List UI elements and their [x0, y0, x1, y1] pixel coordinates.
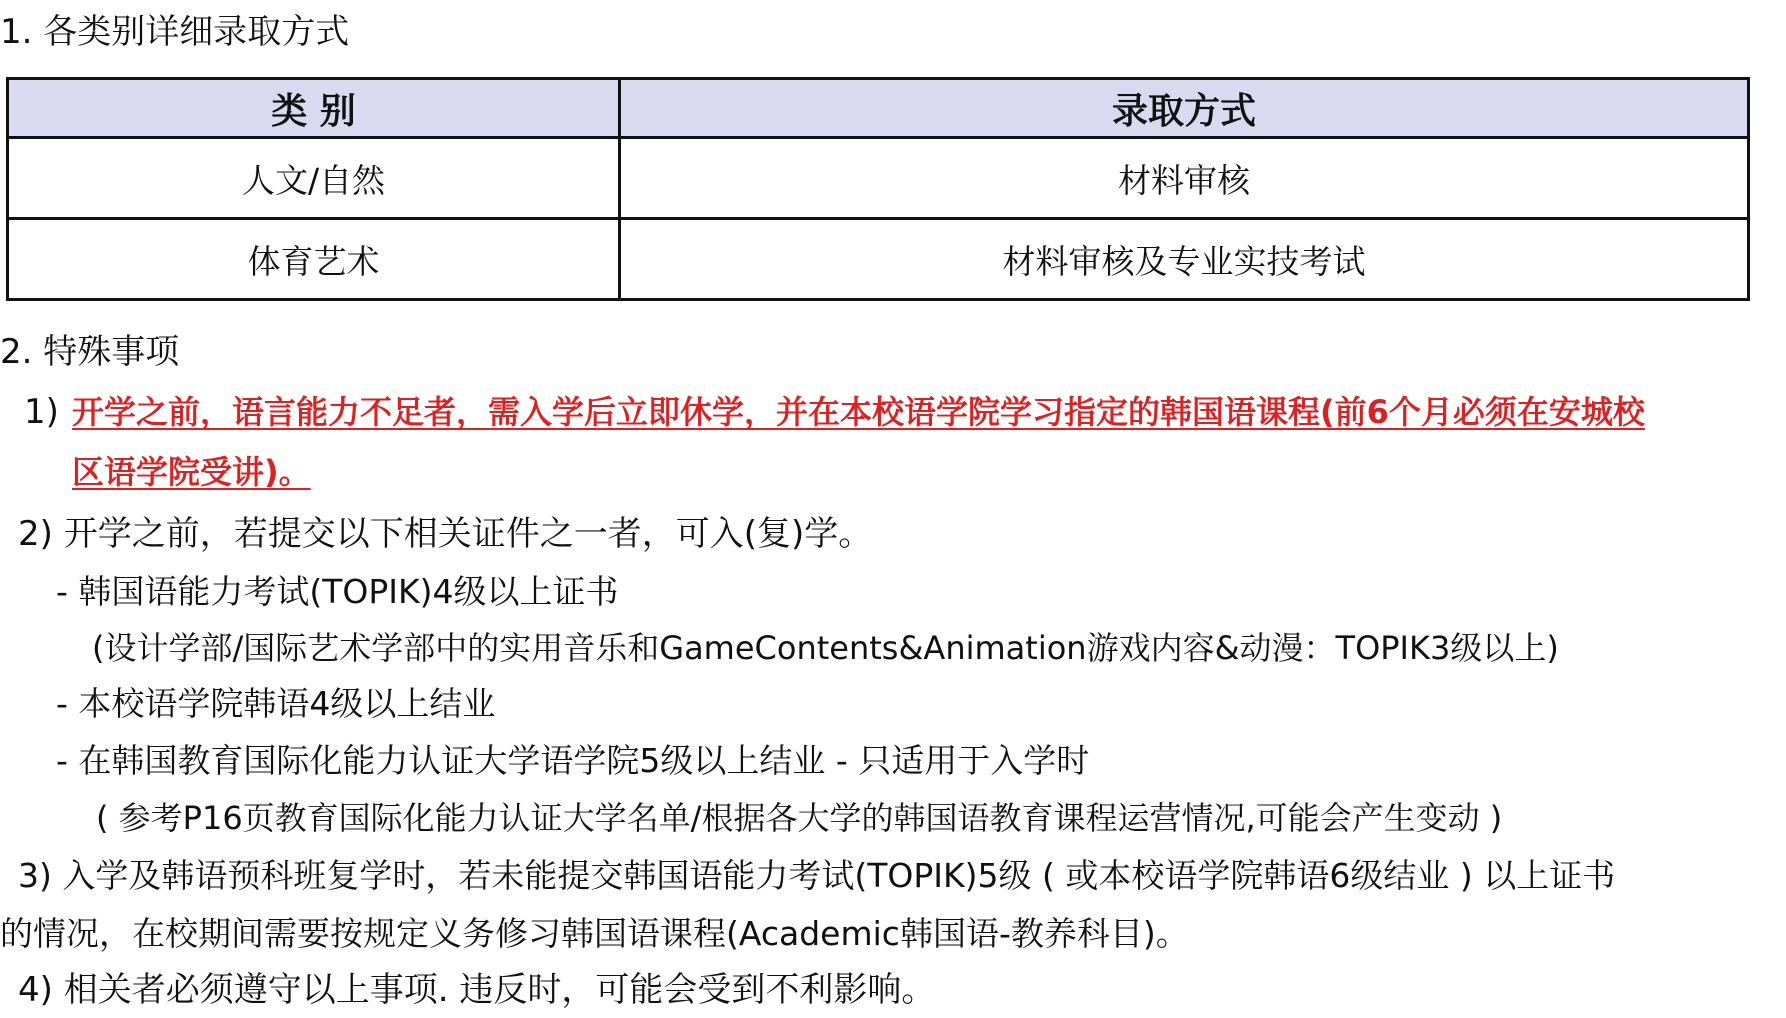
bullet-language-school: - 本校语学院韩语4级以上结业	[56, 684, 496, 723]
admission-method-table	[6, 77, 1750, 301]
table-header-row	[8, 79, 1749, 138]
item1-warning-line1: 开学之前，语言能力不足者，需入学后立即休学，并在本校语学院学习指定的韩国语课程(前6个月必须在安城校	[72, 393, 1645, 431]
table-cell-category: 人文/自然	[8, 138, 620, 219]
item1-warning-line2: 区语学院受讲)。	[72, 453, 311, 491]
item3-line2: 的情况，在校期间需要按规定义务修习韩国语课程(Academic韩国语-教养科目)。	[0, 914, 1189, 953]
table-row	[8, 138, 1749, 219]
table-header-category: 类 别	[8, 79, 620, 138]
bullet-topik4: - 韩国语能力考试(TOPIK)4级以上证书	[56, 572, 619, 611]
section1-heading: 1. 各类别详细录取方式	[0, 12, 350, 52]
item3-line1: 3) 入学及韩语预科班复学时，若未能提交韩国语能力考试(TOPIK)5级 ( 或本校语学院韩语6级结业 ) 以上证书	[18, 856, 1616, 895]
table-row	[8, 219, 1749, 300]
table-cell-method: 材料审核	[620, 138, 1749, 219]
item2-text: 2) 开学之前，若提交以下相关证件之一者，可入(复)学。	[18, 514, 873, 554]
bullet-certified-university-note: ( 参考P16页教育国际化能力认证大学名单/根据各大学的韩国语教育课程运营情况,可能会产生变动 )	[96, 799, 1503, 837]
bullet-topik4-note: (设计学部/国际艺术学部中的实用音乐和GameContents&Animation游戏内容&动漫：TOPIK3级以上)	[92, 629, 1559, 667]
item4-text: 4) 相关者必须遵守以上事项. 违反时，可能会受到不利影响。	[18, 970, 936, 1010]
table-cell-method: 材料审核及专业实技考试	[620, 219, 1749, 300]
section2-heading: 2. 特殊事项	[0, 332, 180, 372]
bullet-certified-university: - 在韩国教育国际化能力认证大学语学院5级以上结业 - 只适用于入学时	[56, 741, 1090, 780]
item1-marker: 1)	[24, 392, 59, 432]
table-header-method: 录取方式	[620, 79, 1749, 138]
table-cell-category: 体育艺术	[8, 219, 620, 300]
